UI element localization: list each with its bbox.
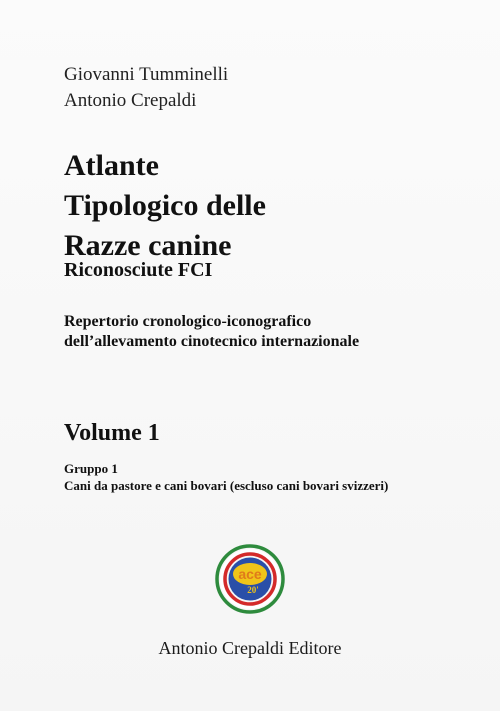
book-title xyxy=(64,146,266,266)
group-label: Gruppo 1 xyxy=(64,461,118,476)
title-line: Razze canine xyxy=(64,229,232,262)
authors xyxy=(64,62,228,114)
author-name: Giovanni Tumminelli xyxy=(64,64,229,85)
volume-label: Volume 1 xyxy=(64,420,160,446)
book-subtitle: Riconosciute FCI xyxy=(64,259,213,281)
description-line: dell’allevamento cinotecnico internazionale xyxy=(64,333,360,350)
group-text: Cani da pastore e cani bovari (escluso cani bovari svizzeri) xyxy=(64,478,389,493)
description-line: Repertorio cronologico-iconografico xyxy=(64,313,312,330)
logo-badge: 20' xyxy=(247,585,259,595)
publisher-logo-icon xyxy=(215,544,285,614)
publisher-name: Antonio Crepaldi Editore xyxy=(158,638,342,658)
group-info xyxy=(64,460,388,494)
title-line: Tipologico delle xyxy=(64,189,266,222)
title-line: Atlante xyxy=(64,149,159,182)
logo-letters: ace xyxy=(238,566,262,582)
book-description xyxy=(64,312,359,352)
author-name: Antonio Crepaldi xyxy=(64,90,197,111)
